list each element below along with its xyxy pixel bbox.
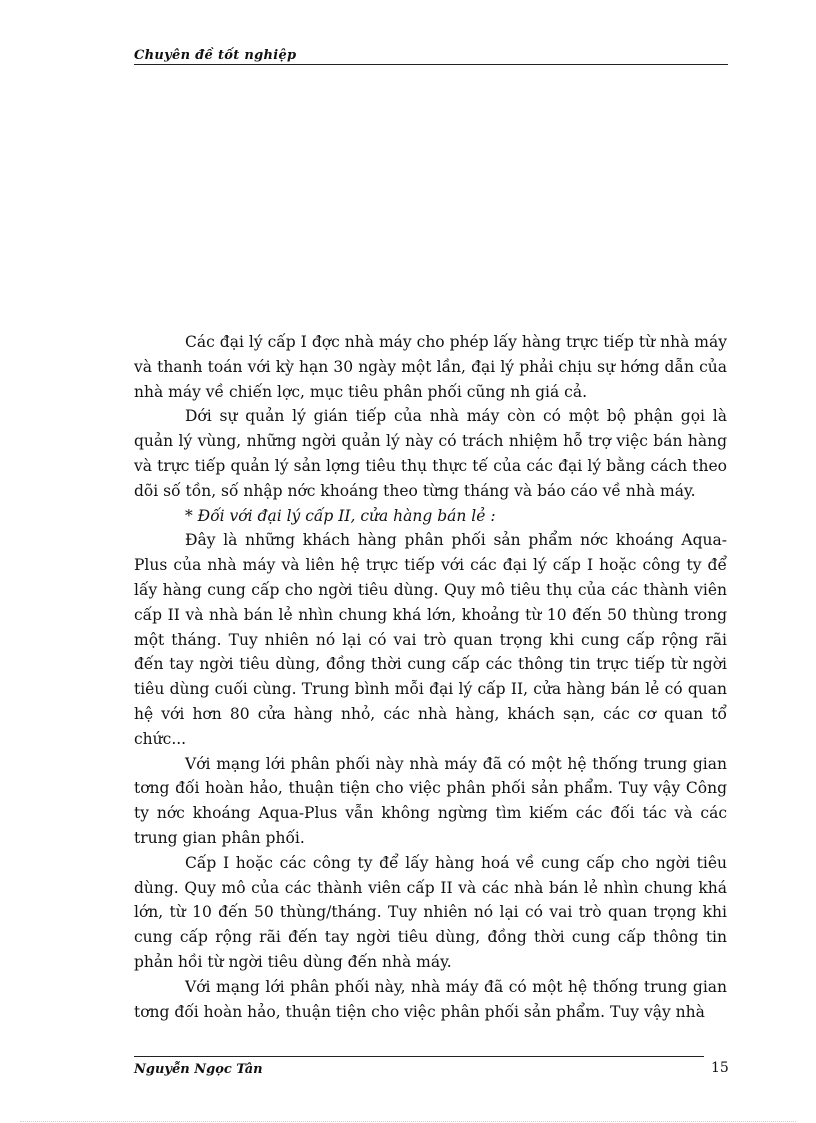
- paragraph: Dới sự quản lý gián tiếp của nhà máy còn có một bộ phận gọi là quản lý vùng, những ngời quản lý này có trách nhiệm hỗ trợ việc bán hàng và trực tiếp quản lý sản lợng tiêu thụ thực tế của các đại lý bằng cách theo dõi số tồn, số nhập nớc khoáng theo từng tháng và báo cáo về nhà máy.: [134, 407, 727, 500]
- paragraph: Cấp I hoặc các công ty để lấy hàng hoá về cung cấp cho ngời tiêu dùng. Quy mô của các thành viên cấp II và các nhà bán lẻ nhìn chung khá lớn, từ 10 đến 50 thùng/tháng. Tuy nhiên nó lại có vai trò quan trọng khi cung cấp rộng rãi đến tay ngời tiêu dùng, đồng thời cung cấp thông tin phản hồi từ ngời tiêu dùng đến nhà máy.: [134, 853, 727, 971]
- paragraph: Đây là những khách hàng phân phối sản phẩm nớc khoáng Aqua-Plus của nhà máy và liên hệ trực tiếp với các đại lý cấp I hoặc công ty để lấy hàng cung cấp cho ngời tiêu dùng. Quy mô tiêu thụ của các thành viên cấp II và nhà bán lẻ nhìn chung khá lớn, khoảng từ 10 đến 50 thùng trong một tháng. Tuy nhiên nó lại có vai trò quan trọng khi cung cấp rộng rãi đến tay ngời tiêu dùng, đồng thời cung cấp các thông tin trực tiếp từ ngời tiêu dùng cuối cùng. Trung bình mỗi đại lý cấp II, cửa hàng bán lẻ có quan hệ với hơn 80 cửa hàng nhỏ, các nhà hàng, khách sạn, các cơ quan tổ chức...: [134, 531, 727, 748]
- paragraph: Với mạng lới phân phối này nhà máy đã có một hệ thống trung gian tơng đối hoàn hảo, thuận tiện cho việc phân phối sản phẩm. Tuy vậy Công ty nớc khoáng Aqua-Plus vẫn không ngừng tìm kiếm các đối tác và các trung gian phân phối.: [134, 754, 727, 847]
- paragraph: Các đại lý cấp I đợc nhà máy cho phép lấy hàng trực tiếp từ nhà máy và thanh toán với kỳ hạn 30 ngày một lần, đại lý phải chịu sự hớng dẫn của nhà máy về chiến lợc, mục tiêu phân phối cũng nh giá cả.: [134, 333, 727, 401]
- footer-rule: [134, 1056, 704, 1057]
- header-rule: [134, 64, 728, 65]
- header-title: Chuyên đề tốt nghiệp: [134, 48, 297, 63]
- footer-author: Nguyễn Ngọc Tân: [134, 1062, 263, 1077]
- document-body: [134, 330, 727, 1024]
- page-number: 15: [711, 1060, 729, 1076]
- page-edge-divider: [20, 1121, 796, 1122]
- section-heading: * Đối với đại lý cấp II, cửa hàng bán lẻ :: [185, 506, 496, 525]
- paragraph: Với mạng lới phân phối này, nhà máy đã có một hệ thống trung gian tơng đối hoàn hảo, thuận tiện cho việc phân phối sản phẩm. Tuy vậy nhà: [134, 977, 727, 1021]
